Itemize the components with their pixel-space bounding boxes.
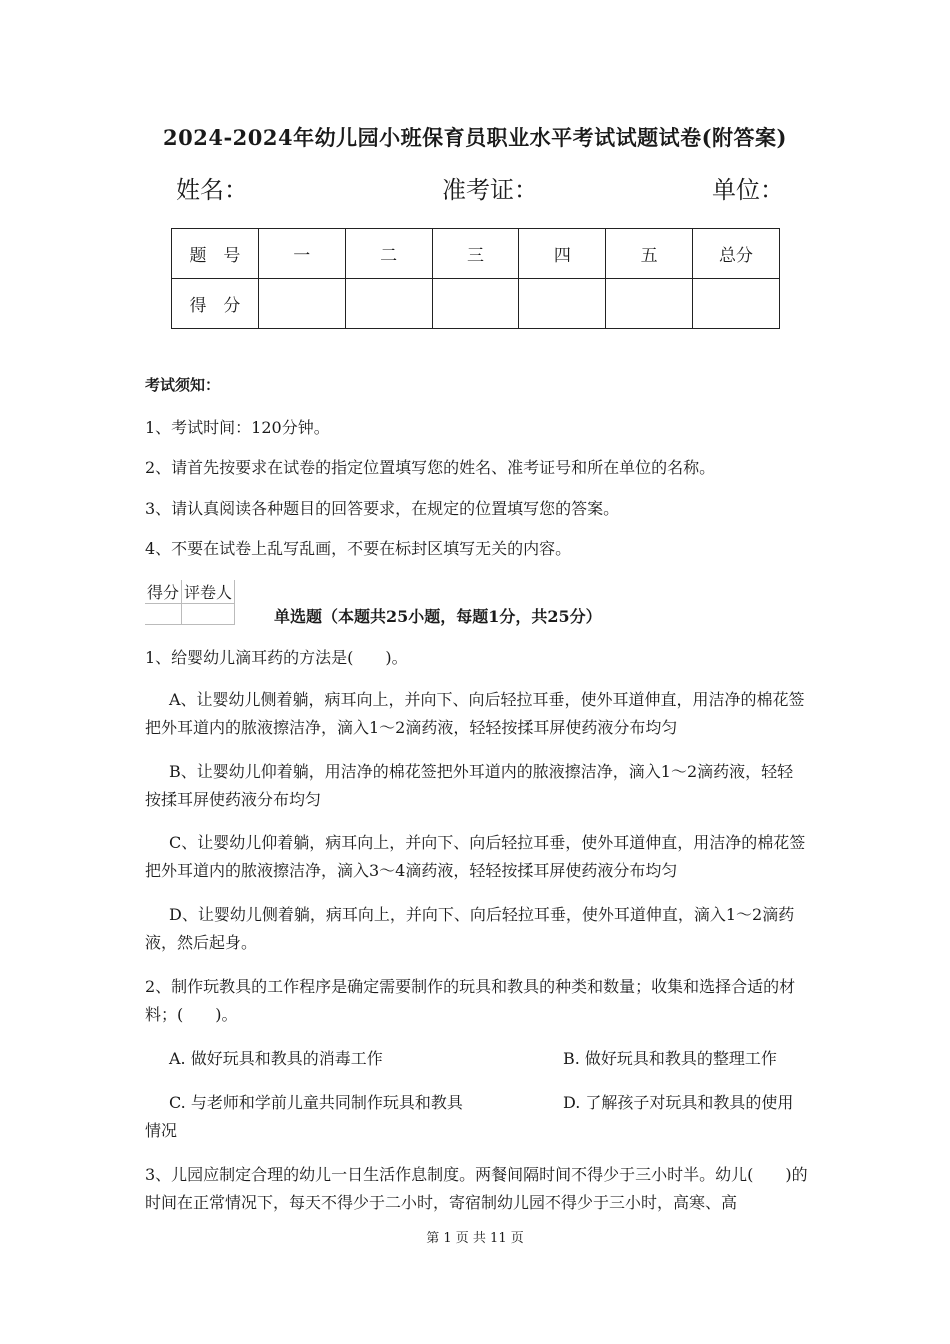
grader-score-label: 得分 — [145, 580, 182, 604]
score-entry-cell[interactable] — [693, 279, 780, 329]
score-header-cell: 一 — [258, 229, 345, 279]
score-table-header-row — [172, 229, 780, 279]
question-3-stem: 3、儿园应制定合理的幼儿一日生活作息制度。两餐间隔时间不得少于三小时半。幼儿( )的时间在正常情况下，每天不得少于二小时，寄宿制幼儿园不得少于三小时，高寒、高 — [145, 1165, 808, 1212]
note-item: 1、考试时间：120分钟。 — [145, 418, 330, 437]
score-header-cell: 二 — [345, 229, 432, 279]
score-table — [171, 228, 780, 329]
question-2-stem: 2、制作玩教具的工作程序是确定需要制作的玩具和教具的种类和数量；收集和选择合适的材料；( )。 — [145, 977, 796, 1024]
score-header-label: 题 号 — [172, 229, 259, 279]
notes-heading: 考试须知： — [145, 376, 221, 394]
question-1-option-d: D、让婴幼儿侧着躺，病耳向上，并向下、向后轻拉耳垂，使外耳道伸直，滴入1～2滴药液，然后起身。 — [145, 905, 795, 952]
grader-score-cell[interactable] — [145, 604, 182, 625]
question-1-stem: 1、给婴幼儿滴耳药的方法是( )。 — [145, 648, 408, 667]
score-entry-cell[interactable] — [345, 279, 432, 329]
question-1-option-c: C、让婴幼儿仰着躺，病耳向上，并向下、向后轻拉耳垂，使外耳道伸直，用洁净的棉花签把外耳道内的脓液擦洁净，滴入3～4滴药液，轻轻按揉耳屏使药液分布均匀 — [145, 833, 806, 880]
question-2-option-b: B. 做好玩具和教具的整理工作 — [563, 1049, 777, 1068]
note-item: 3、请认真阅读各种题目的回答要求，在规定的位置填写您的答案。 — [145, 499, 620, 518]
score-table-score-row — [172, 279, 780, 329]
score-entry-cell[interactable] — [606, 279, 693, 329]
question-1-option-a: A、让婴幼儿侧着躺，病耳向上，并向下、向后轻拉耳垂，使外耳道伸直，用洁净的棉花签把外耳道内的脓液擦洁净，滴入1～2滴药液，轻轻按揉耳屏使药液分布均匀 — [145, 690, 805, 737]
question-2-option-c: C. 与老师和学前儿童共同制作玩具和教具 — [169, 1093, 463, 1112]
score-header-cell: 四 — [519, 229, 606, 279]
question-2-option-a: A. 做好玩具和教具的消毒工作 — [169, 1049, 383, 1068]
section-title: 单选题（本题共25小题，每题1分，共25分） — [274, 607, 602, 626]
score-entry-cell[interactable] — [258, 279, 345, 329]
score-entry-cell[interactable] — [519, 279, 606, 329]
score-entry-cell[interactable] — [432, 279, 519, 329]
grader-box — [145, 580, 235, 625]
note-item: 4、不要在试卷上乱写乱画，不要在标封区填写无关的内容。 — [145, 539, 572, 558]
score-header-cell: 三 — [432, 229, 519, 279]
grader-reviewer-label: 评卷人 — [182, 580, 235, 604]
exam-number-label: 准考证： — [442, 176, 538, 204]
unit-label: 单位： — [712, 176, 784, 204]
name-label: 姓名： — [176, 176, 248, 204]
score-header-total: 总分 — [693, 229, 780, 279]
grader-reviewer-cell[interactable] — [182, 604, 235, 625]
question-1-option-b: B、让婴幼儿仰着躺，用洁净的棉花签把外耳道内的脓液擦洁净，滴入1～2滴药液，轻轻按揉耳屏使药液分布均匀 — [145, 762, 794, 809]
page-title: 2024-2024年幼儿园小班保育员职业水平考试试题试卷(附答案) — [163, 125, 787, 150]
score-header-cell: 五 — [606, 229, 693, 279]
page-footer: 第 1 页 共 11 页 — [426, 1231, 524, 1246]
note-item: 2、请首先按要求在试卷的指定位置填写您的姓名、准考证号和所在单位的名称。 — [145, 458, 716, 477]
question-2-option-d-continued: 情况 — [145, 1121, 178, 1140]
score-row-label: 得 分 — [172, 279, 259, 329]
question-2-option-d: D. 了解孩子对玩具和教具的使用 — [563, 1093, 794, 1112]
